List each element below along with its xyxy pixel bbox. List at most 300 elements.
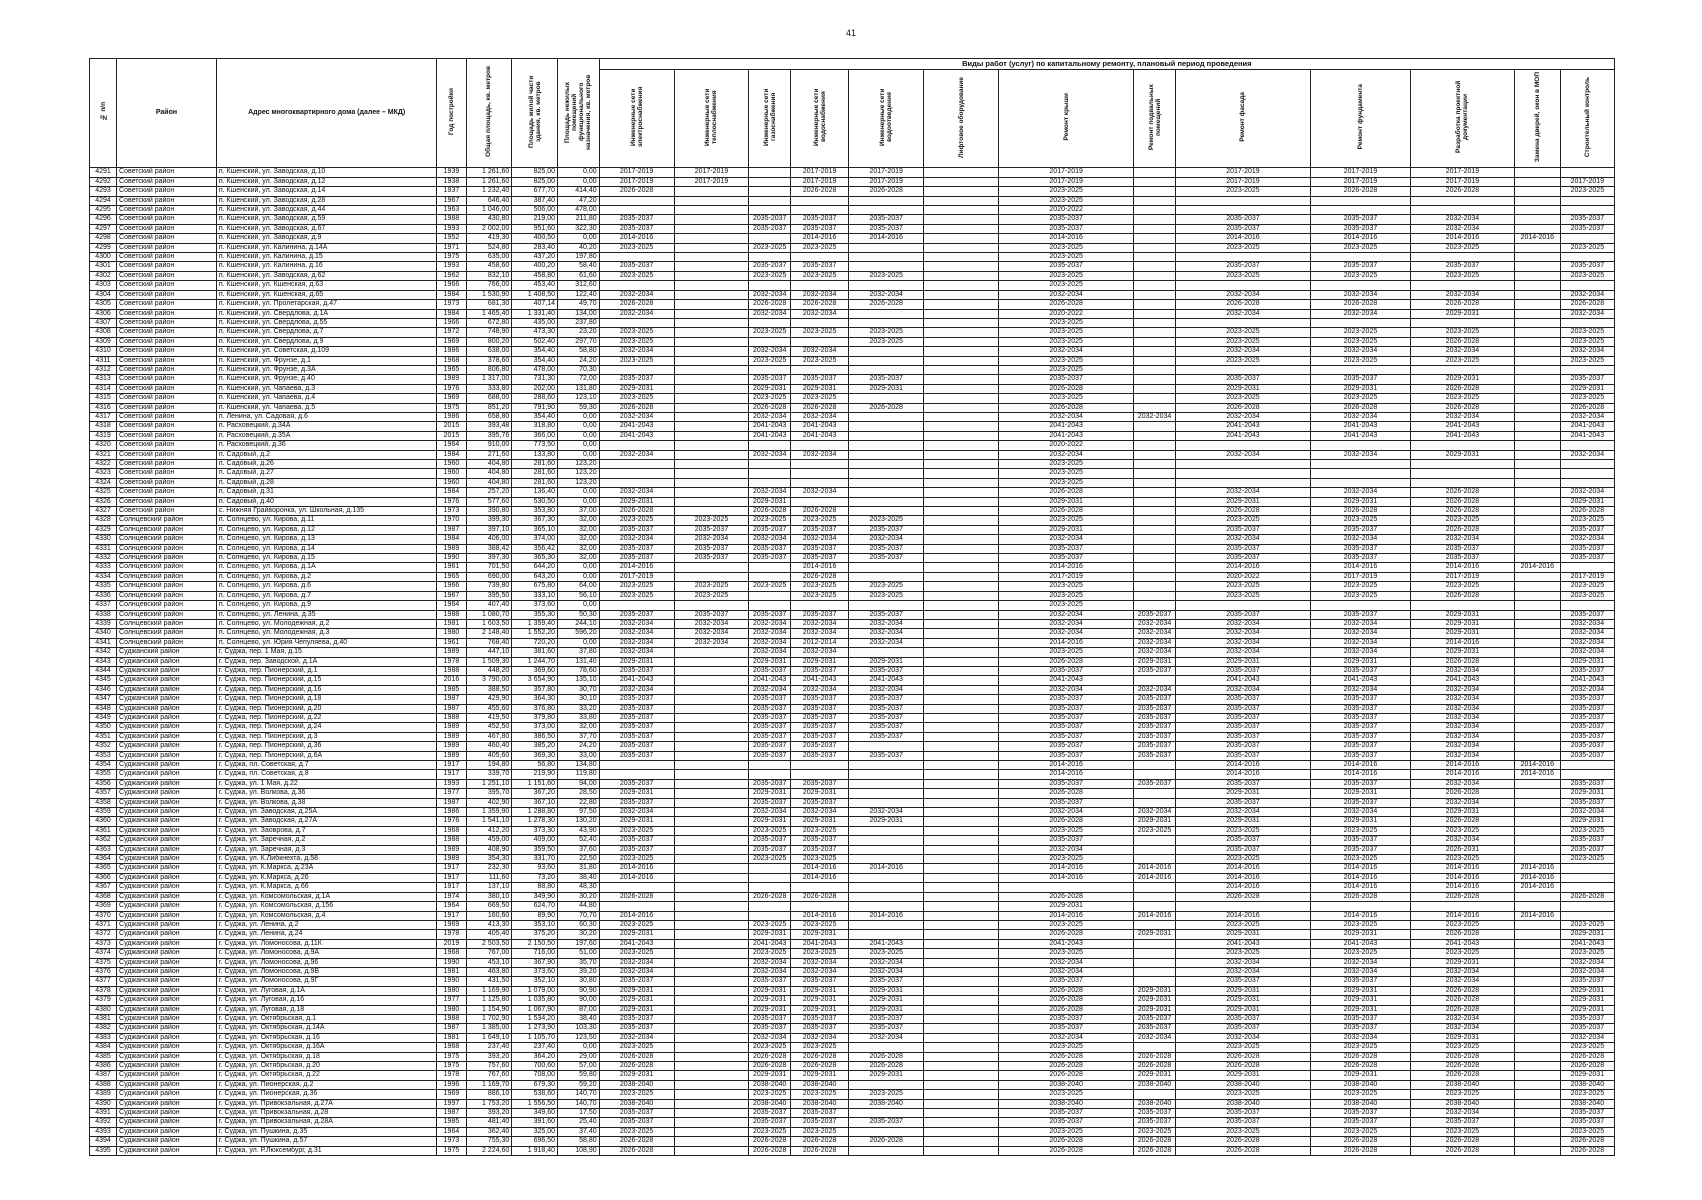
cell-work-4: 2023-2025 bbox=[791, 516, 849, 525]
cell-work-13: 2023-2025 bbox=[1560, 826, 1614, 835]
cell-work-8: 2038-2040 bbox=[1134, 1099, 1176, 1108]
cell-work-6 bbox=[924, 497, 999, 506]
cell-work-10: 2029-2031 bbox=[1311, 986, 1411, 995]
cell-work-12 bbox=[1514, 1080, 1560, 1089]
cell-total-area: 447,10 bbox=[466, 648, 512, 657]
cell-work-2 bbox=[674, 243, 749, 252]
cell-row-no: 4333 bbox=[90, 563, 117, 572]
cell-work-4: 2023-2025 bbox=[791, 949, 849, 958]
cell-work-8: 2029-2031 bbox=[1134, 986, 1176, 995]
cell-living-area: 354,40 bbox=[512, 356, 558, 365]
cell-work-13: 2023-2025 bbox=[1560, 337, 1614, 346]
cell-work-8 bbox=[1134, 761, 1176, 770]
cell-nonres-area: 59,30 bbox=[558, 403, 600, 412]
cell-work-9: 2035-2037 bbox=[1175, 695, 1310, 704]
cell-work-10: 2029-2031 bbox=[1311, 657, 1411, 666]
cell-work-10 bbox=[1311, 601, 1411, 610]
cell-address: п. Кшенский, ул. Кшенская, д.65 bbox=[216, 290, 437, 299]
cell-work-5 bbox=[849, 1043, 924, 1052]
cell-work-2 bbox=[674, 704, 749, 713]
cell-work-7: 2038-2040 bbox=[999, 1099, 1134, 1108]
cell-work-11: 2035-2037 bbox=[1410, 554, 1514, 563]
cell-work-2 bbox=[674, 375, 749, 384]
cell-work-9: 2035-2037 bbox=[1175, 732, 1310, 741]
cell-year: 1975 bbox=[437, 253, 466, 262]
cell-work-4 bbox=[791, 206, 849, 215]
cell-district: Суджанский район bbox=[117, 657, 217, 666]
cell-work-8 bbox=[1134, 967, 1176, 976]
cell-total-area: 690,00 bbox=[466, 572, 512, 581]
cell-work-11 bbox=[1410, 281, 1514, 290]
cell-work-12 bbox=[1514, 789, 1560, 798]
cell-work-8: 2035-2037 bbox=[1134, 695, 1176, 704]
cell-work-8: 2026-2028 bbox=[1134, 1062, 1176, 1071]
cell-year: 1961 bbox=[437, 638, 466, 647]
cell-work-3: 2035-2037 bbox=[749, 1024, 791, 1033]
cell-work-6 bbox=[924, 610, 999, 619]
cell-work-6 bbox=[924, 187, 999, 196]
cell-work-3 bbox=[749, 902, 791, 911]
cell-address: г. Суджа, ул. Октябрьская, д.20 bbox=[216, 1062, 437, 1071]
cell-work-7: 2032-2034 bbox=[999, 967, 1134, 976]
cell-nonres-area: 123,20 bbox=[558, 469, 600, 478]
cell-work-13: 2023-2025 bbox=[1560, 920, 1614, 929]
cell-work-6 bbox=[924, 808, 999, 817]
cell-nonres-area: 0,00 bbox=[558, 234, 600, 243]
cell-work-13: 2023-2025 bbox=[1560, 1090, 1614, 1099]
cell-work-2 bbox=[674, 196, 749, 205]
cell-work-12 bbox=[1514, 930, 1560, 939]
cell-work-3: 2035-2037 bbox=[749, 262, 791, 271]
cell-nonres-area: 90,90 bbox=[558, 986, 600, 995]
cell-work-2 bbox=[674, 1080, 749, 1089]
cell-work-6 bbox=[924, 554, 999, 563]
cell-nonres-area: 103,30 bbox=[558, 1024, 600, 1033]
cell-work-6 bbox=[924, 695, 999, 704]
header-work-13: Строительный контроль bbox=[1560, 70, 1614, 168]
cell-work-2 bbox=[674, 1033, 749, 1042]
cell-row-no: 4364 bbox=[90, 855, 117, 864]
cell-row-no: 4297 bbox=[90, 224, 117, 233]
cell-nonres-area: 58,80 bbox=[558, 347, 600, 356]
cell-work-13: 2026-2028 bbox=[1560, 1137, 1614, 1146]
cell-work-5: 2032-2034 bbox=[849, 958, 924, 967]
cell-work-11: 2032-2034 bbox=[1410, 695, 1514, 704]
cell-work-13: 2035-2037 bbox=[1560, 1014, 1614, 1023]
table-row bbox=[90, 525, 1615, 534]
cell-work-9: 2023-2025 bbox=[1175, 394, 1310, 403]
cell-work-2 bbox=[674, 676, 749, 685]
cell-nonres-area: 17,50 bbox=[558, 1109, 600, 1118]
cell-work-7: 2023-2025 bbox=[999, 855, 1134, 864]
cell-work-10: 2023-2025 bbox=[1311, 855, 1411, 864]
cell-work-4: 2032-2034 bbox=[791, 488, 849, 497]
cell-work-7: 2032-2034 bbox=[999, 958, 1134, 967]
cell-work-2 bbox=[674, 1024, 749, 1033]
cell-living-area: 331,70 bbox=[512, 855, 558, 864]
cell-work-3: 2029-2031 bbox=[749, 657, 791, 666]
cell-row-no: 4351 bbox=[90, 732, 117, 741]
cell-work-3: 2035-2037 bbox=[749, 610, 791, 619]
cell-nonres-area: 140,70 bbox=[558, 1099, 600, 1108]
cell-work-2 bbox=[674, 478, 749, 487]
cell-total-area: 768,40 bbox=[466, 638, 512, 647]
cell-work-3: 2035-2037 bbox=[749, 1014, 791, 1023]
cell-work-13: 2035-2037 bbox=[1560, 666, 1614, 675]
cell-work-7: 2029-2031 bbox=[999, 902, 1134, 911]
cell-work-1: 2026-2028 bbox=[599, 300, 674, 309]
cell-nonres-area: 0,00 bbox=[558, 497, 600, 506]
table-row bbox=[90, 572, 1615, 581]
cell-work-11: 2035-2037 bbox=[1410, 262, 1514, 271]
cell-district: Суджанский район bbox=[117, 732, 217, 741]
cell-total-area: 2 002,00 bbox=[466, 224, 512, 233]
cell-work-5: 2029-2031 bbox=[849, 657, 924, 666]
cell-work-7: 2038-2040 bbox=[999, 1080, 1134, 1089]
cell-work-13: 2035-2037 bbox=[1560, 713, 1614, 722]
cell-row-no: 4360 bbox=[90, 817, 117, 826]
cell-work-7: 2023-2025 bbox=[999, 1127, 1134, 1136]
cell-nonres-area: 70,30 bbox=[558, 365, 600, 374]
cell-work-9 bbox=[1175, 365, 1310, 374]
cell-work-4: 2032-2034 bbox=[791, 347, 849, 356]
cell-living-area: 720,20 bbox=[512, 638, 558, 647]
cell-work-13: 2032-2034 bbox=[1560, 309, 1614, 318]
cell-work-2 bbox=[674, 431, 749, 440]
cell-work-8: 2035-2037 bbox=[1134, 704, 1176, 713]
cell-work-11: 2032-2034 bbox=[1410, 535, 1514, 544]
cell-living-area: 359,50 bbox=[512, 845, 558, 854]
cell-work-5: 2035-2037 bbox=[849, 1118, 924, 1127]
cell-work-13: 2023-2025 bbox=[1560, 516, 1614, 525]
cell-work-1: 2032-2034 bbox=[599, 535, 674, 544]
cell-work-7: 2023-2025 bbox=[999, 356, 1134, 365]
cell-work-10: 2023-2025 bbox=[1311, 328, 1411, 337]
cell-work-11: 2026-2028 bbox=[1410, 1071, 1514, 1080]
cell-work-8 bbox=[1134, 902, 1176, 911]
cell-work-11: 2035-2037 bbox=[1410, 1118, 1514, 1127]
cell-work-4: 2014-2016 bbox=[791, 563, 849, 572]
cell-work-1: 2014-2016 bbox=[599, 563, 674, 572]
cell-total-area: 430,80 bbox=[466, 215, 512, 224]
cell-work-12 bbox=[1514, 920, 1560, 929]
cell-district: Суджанский район bbox=[117, 676, 217, 685]
header-work-8: Ремонт подвальных помещений bbox=[1134, 70, 1176, 168]
cell-address: п. Садовый, д.31 bbox=[216, 488, 437, 497]
cell-work-8 bbox=[1134, 318, 1176, 327]
table-row bbox=[90, 920, 1615, 929]
cell-living-area: 367,10 bbox=[512, 798, 558, 807]
cell-work-7: 2035-2037 bbox=[999, 375, 1134, 384]
cell-work-9: 2035-2037 bbox=[1175, 836, 1310, 845]
cell-total-area: 1 509,30 bbox=[466, 657, 512, 666]
cell-nonres-area: 64,00 bbox=[558, 582, 600, 591]
table-row bbox=[90, 1033, 1615, 1042]
cell-work-13: 2023-2025 bbox=[1560, 328, 1614, 337]
cell-work-4: 2026-2028 bbox=[791, 1052, 849, 1061]
cell-work-3: 2041-2043 bbox=[749, 431, 791, 440]
cell-work-5 bbox=[849, 450, 924, 459]
cell-row-no: 4319 bbox=[90, 431, 117, 440]
cell-work-11 bbox=[1410, 902, 1514, 911]
cell-work-3: 2029-2031 bbox=[749, 930, 791, 939]
cell-work-11: 2023-2025 bbox=[1410, 516, 1514, 525]
cell-work-4: 2032-2034 bbox=[791, 619, 849, 628]
cell-work-2 bbox=[674, 262, 749, 271]
cell-work-12 bbox=[1514, 300, 1560, 309]
cell-nonres-area: 414,40 bbox=[558, 187, 600, 196]
cell-work-3: 2035-2037 bbox=[749, 695, 791, 704]
table-row bbox=[90, 685, 1615, 694]
cell-work-10: 2032-2034 bbox=[1311, 290, 1411, 299]
cell-nonres-area: 60,30 bbox=[558, 920, 600, 929]
cell-work-7: 2026-2028 bbox=[999, 488, 1134, 497]
cell-work-8: 2029-2031 bbox=[1134, 996, 1176, 1005]
cell-work-2 bbox=[674, 1014, 749, 1023]
cell-work-5 bbox=[849, 422, 924, 431]
cell-district: Суджанский район bbox=[117, 1090, 217, 1099]
cell-work-5 bbox=[849, 761, 924, 770]
cell-work-10: 2035-2037 bbox=[1311, 1118, 1411, 1127]
cell-total-area: 271,60 bbox=[466, 450, 512, 459]
table-row bbox=[90, 356, 1615, 365]
cell-district: Суджанский район bbox=[117, 892, 217, 901]
cell-work-7: 2035-2037 bbox=[999, 215, 1134, 224]
cell-work-1: 2035-2037 bbox=[599, 1118, 674, 1127]
cell-living-area: 1 331,40 bbox=[512, 309, 558, 318]
cell-nonres-area: 72,00 bbox=[558, 375, 600, 384]
cell-nonres-area: 94,00 bbox=[558, 779, 600, 788]
cell-work-6 bbox=[924, 826, 999, 835]
cell-work-9: 2032-2034 bbox=[1175, 412, 1310, 421]
cell-work-1: 2035-2037 bbox=[599, 704, 674, 713]
cell-nonres-area: 30,70 bbox=[558, 685, 600, 694]
cell-living-area: 325,00 bbox=[512, 1127, 558, 1136]
cell-work-3 bbox=[749, 206, 791, 215]
cell-work-7: 2014-2016 bbox=[999, 770, 1134, 779]
cell-year: 1984 bbox=[437, 290, 466, 299]
cell-work-10: 2023-2025 bbox=[1311, 356, 1411, 365]
cell-work-4: 2029-2031 bbox=[791, 1005, 849, 1014]
cell-work-12 bbox=[1514, 554, 1560, 563]
cell-work-6 bbox=[924, 328, 999, 337]
cell-work-4: 2035-2037 bbox=[791, 723, 849, 732]
cell-work-11 bbox=[1410, 196, 1514, 205]
cell-address: г. Суджа, пер. Пионерский, д.22 bbox=[216, 713, 437, 722]
cell-row-no: 4363 bbox=[90, 845, 117, 854]
cell-work-12 bbox=[1514, 177, 1560, 186]
cell-address: п. Кшенский, ул. Чапаева, д.5 bbox=[216, 403, 437, 412]
cell-work-13 bbox=[1560, 911, 1614, 920]
cell-living-area: 1 035,80 bbox=[512, 996, 558, 1005]
table-row bbox=[90, 582, 1615, 591]
cell-living-area: 530,50 bbox=[512, 497, 558, 506]
cell-work-13 bbox=[1560, 441, 1614, 450]
cell-work-4: 2026-2028 bbox=[791, 403, 849, 412]
cell-district: Суджанский район bbox=[117, 1071, 217, 1080]
cell-work-1: 2038-2040 bbox=[599, 1080, 674, 1089]
cell-work-2 bbox=[674, 563, 749, 572]
cell-work-11: 2032-2034 bbox=[1410, 290, 1514, 299]
cell-work-10: 2035-2037 bbox=[1311, 525, 1411, 534]
cell-row-no: 4294 bbox=[90, 196, 117, 205]
cell-work-6 bbox=[924, 206, 999, 215]
cell-work-4: 2017-2019 bbox=[791, 168, 849, 177]
cell-work-6 bbox=[924, 789, 999, 798]
cell-work-11: 2014-2016 bbox=[1410, 234, 1514, 243]
cell-work-1: 2032-2034 bbox=[599, 638, 674, 647]
cell-work-8: 2023-2025 bbox=[1134, 826, 1176, 835]
cell-nonres-area: 38,40 bbox=[558, 873, 600, 882]
cell-work-8: 2035-2037 bbox=[1134, 1109, 1176, 1118]
cell-work-7: 2023-2025 bbox=[999, 469, 1134, 478]
cell-work-2 bbox=[674, 1127, 749, 1136]
cell-district: Советский район bbox=[117, 507, 217, 516]
cell-work-3: 2032-2034 bbox=[749, 347, 791, 356]
cell-work-10: 2032-2034 bbox=[1311, 967, 1411, 976]
cell-nonres-area: 90,00 bbox=[558, 996, 600, 1005]
cell-address: п. Кшенский, ул. Свердлова, д.55 bbox=[216, 318, 437, 327]
cell-work-2: 2032-2034 bbox=[674, 619, 749, 628]
cell-work-3 bbox=[749, 911, 791, 920]
cell-work-7: 2026-2028 bbox=[999, 986, 1134, 995]
cell-work-4: 2023-2025 bbox=[791, 1127, 849, 1136]
cell-work-10: 2026-2028 bbox=[1311, 1146, 1411, 1155]
table-row bbox=[90, 469, 1615, 478]
cell-work-6 bbox=[924, 243, 999, 252]
cell-district: Суджанский район bbox=[117, 1127, 217, 1136]
cell-work-1: 2035-2037 bbox=[599, 751, 674, 760]
cell-work-13: 2035-2037 bbox=[1560, 375, 1614, 384]
cell-year: 1986 bbox=[437, 808, 466, 817]
cell-work-10: 2014-2016 bbox=[1311, 770, 1411, 779]
table-row bbox=[90, 939, 1615, 948]
cell-work-6 bbox=[924, 1043, 999, 1052]
cell-total-area: 160,60 bbox=[466, 911, 512, 920]
cell-work-10: 2026-2028 bbox=[1311, 187, 1411, 196]
cell-living-area: 478,00 bbox=[512, 365, 558, 374]
cell-work-4: 2032-2034 bbox=[791, 309, 849, 318]
cell-row-no: 4302 bbox=[90, 271, 117, 280]
cell-living-area: 375,20 bbox=[512, 930, 558, 939]
cell-year: 1961 bbox=[437, 563, 466, 572]
cell-year: 1937 bbox=[437, 187, 466, 196]
cell-address: г. Суджа, ул. К.Маркса, д.66 bbox=[216, 883, 437, 892]
cell-work-2 bbox=[674, 967, 749, 976]
cell-work-9: 2035-2037 bbox=[1175, 262, 1310, 271]
cell-living-area: 1 359,40 bbox=[512, 619, 558, 628]
cell-work-7: 2023-2025 bbox=[999, 826, 1134, 835]
cell-living-area: 458,80 bbox=[512, 271, 558, 280]
cell-district: Суджанский район bbox=[117, 798, 217, 807]
cell-work-8 bbox=[1134, 582, 1176, 591]
cell-work-13: 2035-2037 bbox=[1560, 723, 1614, 732]
cell-work-1: 2035-2037 bbox=[599, 713, 674, 722]
cell-year: 1977 bbox=[437, 996, 466, 1005]
cell-row-no: 4385 bbox=[90, 1052, 117, 1061]
cell-total-area: 681,30 bbox=[466, 300, 512, 309]
cell-nonres-area: 30,20 bbox=[558, 930, 600, 939]
cell-year: 1964 bbox=[437, 902, 466, 911]
cell-work-13 bbox=[1560, 864, 1614, 873]
table-row bbox=[90, 902, 1615, 911]
cell-work-2 bbox=[674, 253, 749, 262]
cell-total-area: 748,90 bbox=[466, 328, 512, 337]
table-row bbox=[90, 347, 1615, 356]
cell-address: г. Суджа, ул. Ленина, д.2 bbox=[216, 920, 437, 929]
cell-work-8: 2032-2034 bbox=[1134, 638, 1176, 647]
cell-nonres-area: 32,00 bbox=[558, 525, 600, 534]
cell-work-13: 2035-2037 bbox=[1560, 836, 1614, 845]
cell-work-8 bbox=[1134, 460, 1176, 469]
cell-work-10: 2014-2016 bbox=[1311, 883, 1411, 892]
cell-work-10: 2035-2037 bbox=[1311, 845, 1411, 854]
cell-work-13: 2023-2025 bbox=[1560, 949, 1614, 958]
cell-work-13: 2023-2025 bbox=[1560, 271, 1614, 280]
cell-living-area: 1 105,70 bbox=[512, 1033, 558, 1042]
cell-work-6 bbox=[924, 290, 999, 299]
cell-work-5: 2038-2040 bbox=[849, 1099, 924, 1108]
capital-repair-table bbox=[89, 58, 1615, 1156]
cell-work-11: 2032-2034 bbox=[1410, 704, 1514, 713]
cell-work-1: 2035-2037 bbox=[599, 1024, 674, 1033]
table-row bbox=[90, 318, 1615, 327]
cell-work-5: 2023-2025 bbox=[849, 328, 924, 337]
cell-work-8: 2035-2037 bbox=[1134, 1014, 1176, 1023]
cell-row-no: 4310 bbox=[90, 347, 117, 356]
cell-total-area: 393,20 bbox=[466, 1109, 512, 1118]
cell-work-13: 2032-2034 bbox=[1560, 808, 1614, 817]
cell-district: Суджанский район bbox=[117, 902, 217, 911]
cell-work-12 bbox=[1514, 206, 1560, 215]
cell-row-no: 4303 bbox=[90, 281, 117, 290]
cell-work-13 bbox=[1560, 365, 1614, 374]
cell-work-2 bbox=[674, 685, 749, 694]
cell-work-2 bbox=[674, 1062, 749, 1071]
cell-work-4: 2035-2037 bbox=[791, 525, 849, 534]
cell-row-no: 4358 bbox=[90, 798, 117, 807]
cell-living-area: 400,50 bbox=[512, 234, 558, 243]
cell-work-9: 2023-2025 bbox=[1175, 1090, 1310, 1099]
cell-total-area: 910,00 bbox=[466, 441, 512, 450]
cell-work-8: 2029-2031 bbox=[1134, 930, 1176, 939]
cell-work-1: 2023-2025 bbox=[599, 1043, 674, 1052]
cell-row-no: 4386 bbox=[90, 1062, 117, 1071]
cell-work-11: 2014-2016 bbox=[1410, 638, 1514, 647]
cell-work-7: 2023-2025 bbox=[999, 337, 1134, 346]
cell-work-1: 2032-2034 bbox=[599, 629, 674, 638]
cell-work-3: 2023-2025 bbox=[749, 826, 791, 835]
cell-work-11: 2032-2034 bbox=[1410, 1109, 1514, 1118]
cell-year: 1976 bbox=[437, 384, 466, 393]
repair-schedule-table bbox=[89, 58, 1615, 1156]
cell-work-4: 2035-2037 bbox=[791, 262, 849, 271]
cell-work-2 bbox=[674, 789, 749, 798]
cell-year: 1980 bbox=[437, 1005, 466, 1014]
cell-row-no: 4318 bbox=[90, 422, 117, 431]
cell-work-9: 2032-2034 bbox=[1175, 958, 1310, 967]
table-row bbox=[90, 873, 1615, 882]
cell-work-1: 2023-2025 bbox=[599, 516, 674, 525]
cell-work-2 bbox=[674, 460, 749, 469]
cell-work-2 bbox=[674, 986, 749, 995]
cell-work-7: 2026-2028 bbox=[999, 1146, 1134, 1155]
cell-work-8: 2035-2037 bbox=[1134, 732, 1176, 741]
cell-work-3: 2038-2040 bbox=[749, 1080, 791, 1089]
cell-work-11: 2026-2028 bbox=[1410, 337, 1514, 346]
cell-nonres-area: 135,10 bbox=[558, 676, 600, 685]
table-row bbox=[90, 808, 1615, 817]
